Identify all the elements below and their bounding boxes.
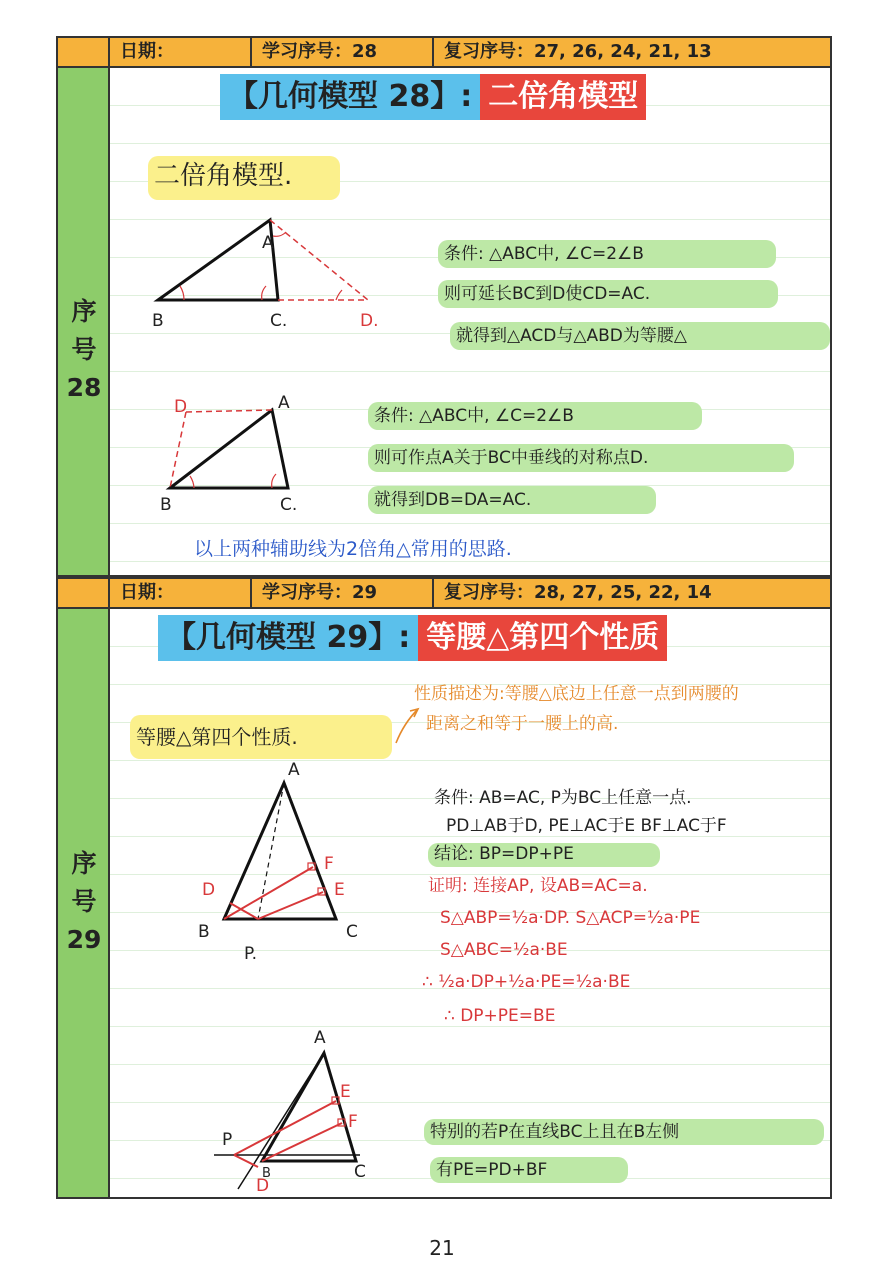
fig1-label-d: D. — [360, 311, 379, 331]
fig3-note-1: 条件: AB=AC, P为BC上任意一点. — [434, 788, 692, 808]
header-bar — [58, 38, 830, 68]
fig4-label-f: F — [348, 1112, 358, 1132]
title-right: 等腰△第四个性质 — [418, 615, 667, 661]
fig4-label-b: B — [262, 1166, 271, 1181]
fig3-label-d: D — [202, 880, 216, 900]
proof-line-5: ∴ DP+PE=BE — [444, 1006, 556, 1026]
review-numbers: 复习序号：27, 26, 24, 21, 13 — [444, 41, 712, 62]
note-title: 二倍角模型. — [154, 161, 293, 191]
fig4-label-d: D — [256, 1176, 270, 1196]
study-number: 学习序号：29 — [252, 579, 434, 607]
fig4-label-c: C — [354, 1162, 366, 1182]
figure-double-angle-2 — [110, 68, 410, 528]
fig1-note-1: 条件: △ABC中, ∠C=2∠B — [444, 244, 644, 264]
model-29-card — [56, 577, 832, 1199]
side-column — [58, 68, 110, 575]
fig3-label-e: E — [334, 880, 345, 900]
model-28-card — [56, 36, 832, 577]
content-area — [110, 609, 830, 1197]
fig4-note-1: 特别的若P在直线BC上且在B左侧 — [430, 1122, 680, 1142]
fig3-label-p: P. — [244, 944, 258, 964]
fig2-note-1: 条件: △ABC中, ∠C=2∠B — [374, 406, 574, 426]
fig4-label-e: E — [340, 1082, 351, 1102]
fig4-note-2: 有PE=PD+BF — [436, 1160, 548, 1180]
study-number: 学习序号：28 — [252, 38, 434, 66]
fig3-note-3: 结论: BP=DP+PE — [434, 844, 574, 864]
fig3-label-b: B — [198, 922, 210, 942]
fig2-label-a: A — [278, 393, 290, 413]
proof-line-2: S△ABP=½a·DP. S△ACP=½a·PE — [440, 908, 701, 928]
fig1-label-b: B — [152, 311, 164, 331]
summary-note: 以上两种辅助线为2倍角△常用的思路. — [194, 538, 512, 560]
fig4-label-a: A — [314, 1028, 326, 1048]
note-title: 等腰△第四个性质. — [136, 725, 298, 749]
date-label: 日期： — [110, 579, 252, 607]
fig2-label-c: C. — [280, 495, 298, 515]
orange-note-1: 性质描述为:等腰△底边上任意一点到两腰的 — [414, 684, 739, 704]
fig3-label-c: C — [346, 922, 358, 942]
fig2-note-2: 则可作点A关于BC中垂线的对称点D. — [374, 448, 649, 468]
date-label: 日期： — [110, 38, 252, 66]
title-right: 二倍角模型 — [480, 74, 646, 120]
fig3-note-2: PD⊥AB于D, PE⊥AC于E BF⊥AC于F — [446, 816, 727, 836]
side-column — [58, 609, 110, 1197]
proof-line-1: 证明: 连接AP, 设AB=AC=a. — [428, 876, 648, 896]
title-left: 【几何模型 28】: — [220, 74, 480, 120]
fig3-label-f: F — [324, 854, 334, 874]
title-left: 【几何模型 29】: — [158, 615, 418, 661]
header-bar — [58, 579, 830, 609]
fig2-label-d: D — [174, 397, 188, 417]
fig2-note-3: 就得到DB=DA=AC. — [374, 490, 532, 510]
fig1-note-2: 则可延长BC到D使CD=AC. — [444, 284, 651, 304]
content-area — [110, 68, 830, 575]
fig1-label-c: C. — [270, 311, 288, 331]
proof-line-3: S△ABC=½a·BE — [440, 940, 568, 960]
page-number: 21 — [429, 1236, 455, 1260]
proof-line-4: ∴ ½a·DP+½a·PE=½a·BE — [422, 972, 631, 992]
fig4-label-p: P — [222, 1130, 233, 1150]
figure-isosceles-2 — [110, 609, 410, 1197]
side-label: 序 号 29 — [66, 849, 102, 954]
fig3-label-a: A — [288, 760, 300, 780]
review-numbers: 复习序号：28, 27, 25, 22, 14 — [444, 582, 712, 603]
side-label: 序 号 28 — [66, 297, 102, 402]
fig1-label-a: A — [262, 233, 274, 253]
fig1-note-3: 就得到△ACD与△ABD为等腰△ — [456, 326, 687, 346]
fig2-label-b: B — [160, 495, 172, 515]
orange-note-2: 距离之和等于一腰上的高. — [426, 714, 619, 734]
